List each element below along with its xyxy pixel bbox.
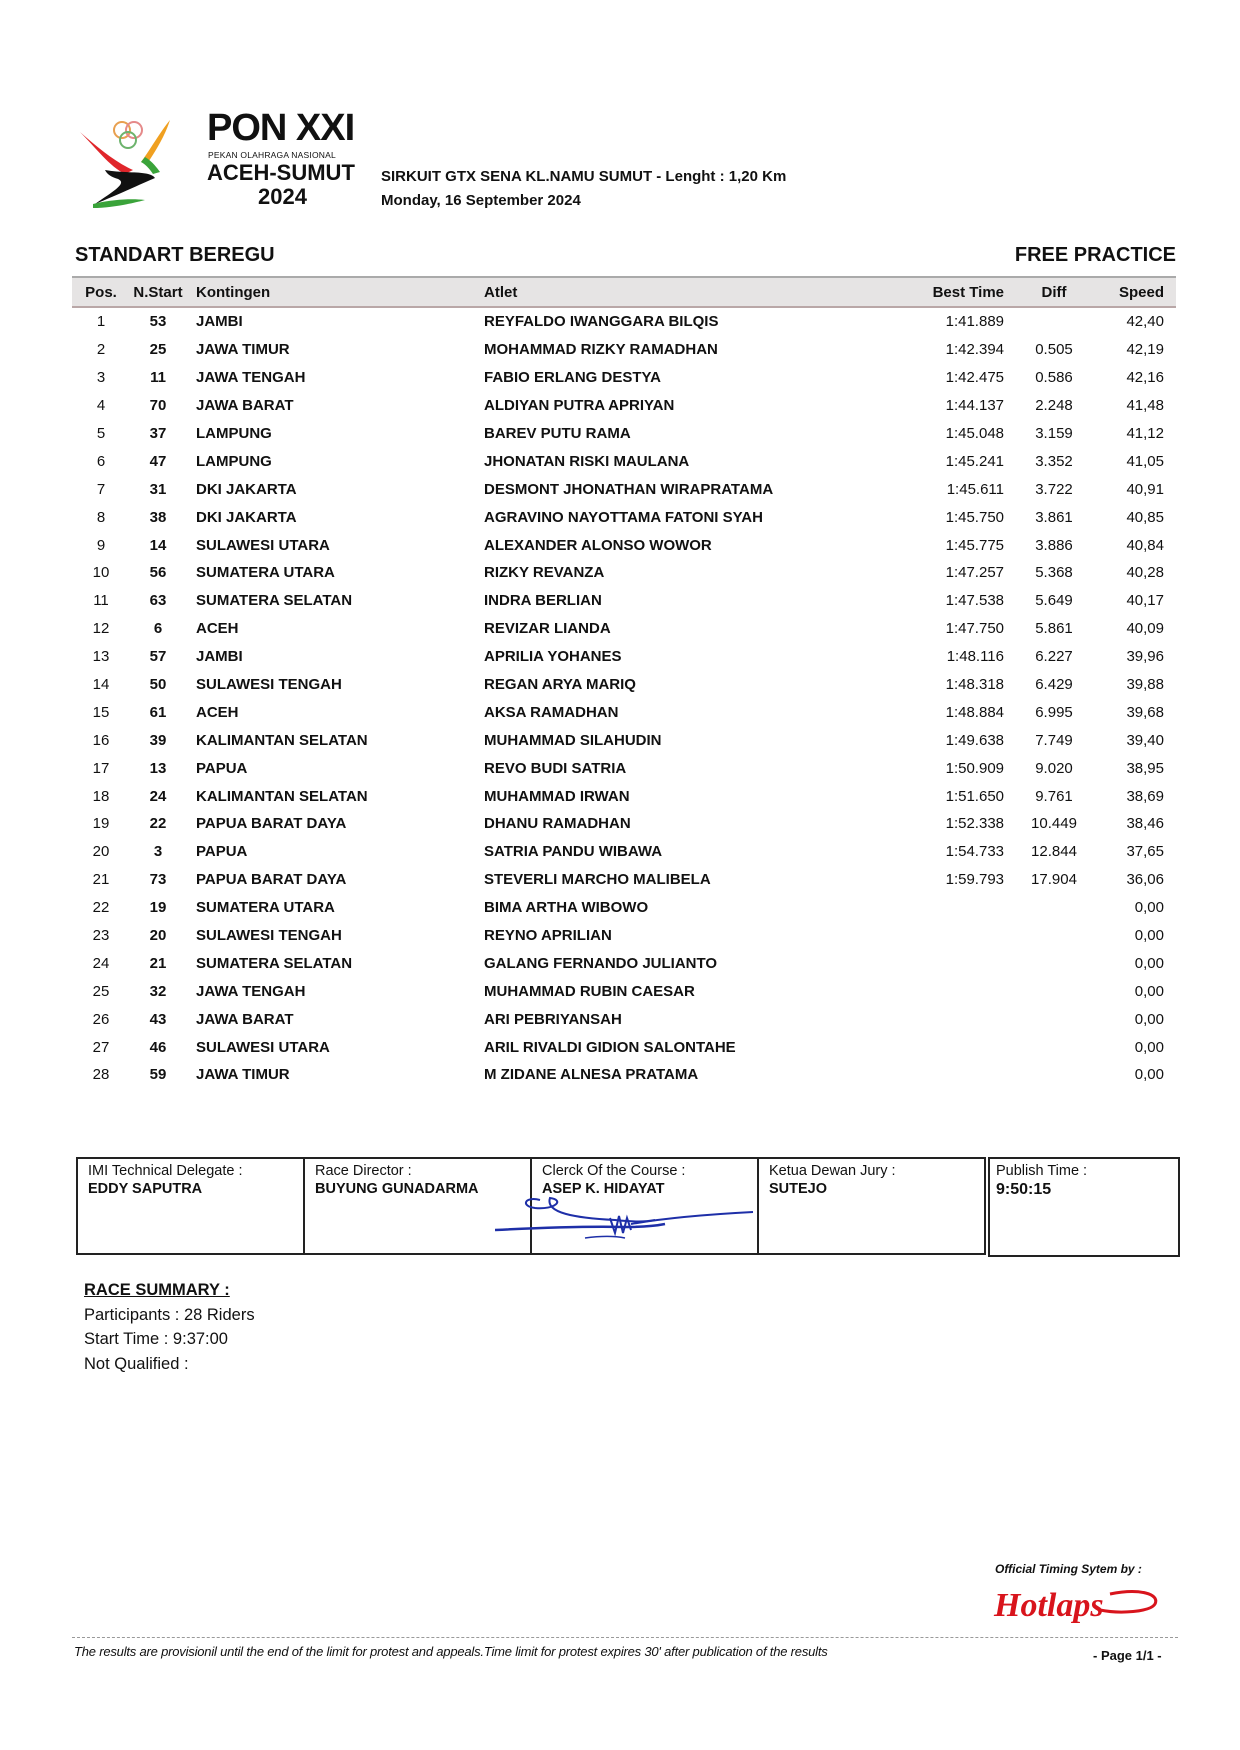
cell-diff: 5.368	[1035, 564, 1073, 582]
cell-best	[904, 977, 1004, 1005]
cell-atlet: MUHAMMAD SILAHUDIN	[484, 731, 662, 749]
cell-diff: 17.904	[1031, 871, 1077, 889]
table-row	[72, 1033, 1176, 1061]
cell-atlet: SATRIA PANDU WIBAWA	[484, 843, 663, 861]
cell-pos: 17	[92, 759, 110, 777]
col-speed: Speed	[1118, 283, 1164, 301]
cell-nstart: 63	[149, 592, 167, 610]
race-summary-title: RACE SUMMARY :	[84, 1281, 230, 1299]
cell-atlet: DHANU RAMADHAN	[484, 815, 631, 833]
cell-best	[904, 894, 1004, 922]
cell-pos: 19	[92, 815, 110, 833]
cell-pos: 21	[92, 871, 110, 889]
cell-kontingen: JAWA TENGAH	[196, 369, 306, 387]
table-row	[72, 782, 1176, 810]
cell-pos: 18	[92, 787, 110, 805]
cell-diff	[1004, 1061, 1104, 1089]
cell-kontingen: JAWA TIMUR	[196, 1066, 290, 1084]
event-year: 2024	[258, 184, 307, 209]
cell-atlet: REVO BUDI SATRIA	[484, 759, 627, 777]
official-label: Race Director :	[315, 1163, 412, 1179]
cell-best: 1:49.638	[945, 731, 1004, 749]
cell-speed: 41,12	[1126, 425, 1164, 442]
cell-diff: 0.586	[1035, 369, 1073, 387]
table-row	[72, 949, 1176, 977]
table-row	[72, 977, 1176, 1005]
cell-kontingen: ACEH	[196, 703, 239, 721]
cell-atlet: GALANG FERNANDO JULIANTO	[484, 954, 718, 972]
cell-diff: 6.227	[1035, 648, 1073, 666]
table-row	[72, 364, 1176, 392]
disclaimer-text: The results are provisionil until the end of the limit for protest and appeals.Time limit for protest expires 30' after publication of the results	[74, 1644, 828, 1659]
cell-diff: 7.749	[1035, 731, 1073, 749]
cell-best: 1:45.048	[945, 425, 1004, 442]
cell-diff	[1004, 922, 1104, 950]
publish-time-value: 9:50:15	[996, 1181, 1052, 1198]
cell-diff	[1004, 894, 1104, 922]
cell-nstart: 32	[149, 982, 167, 1000]
col-pos: Pos.	[85, 283, 117, 301]
cell-speed: 0,00	[1134, 899, 1164, 917]
cell-speed: 41,48	[1126, 397, 1164, 415]
cell-diff	[1004, 949, 1104, 977]
cell-best: 1:48.318	[945, 676, 1004, 694]
cell-nstart: 19	[149, 899, 167, 917]
cell-speed: 37,65	[1126, 843, 1164, 861]
cell-nstart: 24	[149, 787, 167, 805]
cell-speed: 36,06	[1126, 871, 1164, 889]
cell-best	[904, 949, 1004, 977]
cell-atlet: AGRAVINO NAYOTTAMA FATONI SYAH	[484, 508, 763, 526]
publish-time-label: Publish Time :	[996, 1163, 1088, 1179]
cell-nstart: 61	[149, 703, 167, 721]
cell-kontingen: PAPUA BARAT DAYA	[196, 871, 347, 889]
cell-speed: 40,84	[1126, 536, 1164, 554]
cell-kontingen: JAMBI	[196, 313, 243, 331]
official-technical-delegate	[76, 1157, 305, 1255]
cell-diff: 6.995	[1035, 703, 1073, 721]
cell-atlet: ALEXANDER ALONSO WOWOR	[484, 536, 712, 554]
official-label: IMI Technical Delegate :	[88, 1163, 243, 1179]
cell-pos: 26	[92, 1010, 110, 1028]
cell-kontingen: PAPUA BARAT DAYA	[196, 815, 347, 833]
col-atlet: Atlet	[484, 283, 518, 301]
signature-icon	[495, 1178, 755, 1248]
cell-nstart: 13	[149, 759, 167, 777]
cell-kontingen: PAPUA	[196, 843, 248, 861]
cell-diff: 10.449	[1031, 815, 1077, 833]
cell-diff: 9.020	[1035, 759, 1073, 777]
cell-atlet: MOHAMMAD RIZKY RAMADHAN	[484, 341, 718, 359]
hotlaps-logo-icon	[990, 1580, 1170, 1630]
cell-nstart: 70	[149, 397, 167, 415]
cell-diff	[1004, 307, 1104, 336]
cell-atlet: MUHAMMAD IRWAN	[484, 787, 630, 805]
participants: Participants : 28 Riders	[84, 1305, 255, 1324]
cell-diff: 6.429	[1035, 676, 1073, 694]
cell-best	[904, 922, 1004, 950]
cell-best: 1:45.611	[946, 480, 1004, 498]
table-row	[72, 838, 1176, 866]
col-kontingen: Kontingen	[196, 283, 271, 301]
cell-pos: 12	[92, 620, 110, 638]
cell-nstart: 57	[149, 648, 167, 666]
cell-diff	[1004, 1005, 1104, 1033]
category-title: STANDART BEREGU	[75, 244, 275, 266]
table-row	[72, 475, 1176, 503]
cell-best: 1:45.775	[945, 536, 1004, 554]
cell-atlet: JHONATAN RISKI MAULANA	[484, 452, 690, 470]
cell-best: 1:47.257	[945, 564, 1004, 582]
table-row	[72, 810, 1176, 838]
cell-diff: 2.248	[1035, 397, 1073, 415]
session-title: FREE PRACTICE	[1014, 244, 1176, 266]
table-row	[72, 754, 1176, 782]
cell-speed: 0,00	[1134, 982, 1164, 1000]
official-name: BUYUNG GUNADARMA	[315, 1181, 479, 1197]
cell-speed: 40,85	[1126, 508, 1164, 526]
event-subtitle: PEKAN OLAHRAGA NASIONAL	[208, 150, 336, 160]
cell-nstart: 59	[149, 1066, 167, 1084]
official-label: Ketua Dewan Jury :	[769, 1163, 896, 1179]
cell-best: 1:42.394	[945, 341, 1004, 359]
timing-by-label: Official Timing Sytem by :	[995, 1562, 1142, 1576]
cell-speed: 42,40	[1126, 313, 1164, 331]
cell-pos: 16	[92, 731, 110, 749]
table-row	[72, 307, 1176, 336]
cell-best: 1:44.137	[945, 397, 1004, 415]
cell-kontingen: SUMATERA SELATAN	[196, 954, 353, 972]
cell-nstart: 46	[149, 1038, 167, 1056]
event-title: PON XXI	[207, 107, 355, 149]
cell-best: 1:41.889	[945, 313, 1004, 331]
cell-nstart: 14	[149, 536, 167, 554]
cell-pos: 25	[92, 982, 110, 1000]
cell-atlet: AKSA RAMADHAN	[484, 703, 619, 721]
cell-pos: 11	[93, 592, 109, 610]
cell-nstart: 6	[153, 620, 163, 638]
cell-diff	[1004, 1033, 1104, 1061]
cell-speed: 38,46	[1126, 815, 1164, 833]
footer-divider	[72, 1637, 1178, 1638]
cell-diff: 5.649	[1035, 592, 1073, 610]
cell-pos: 20	[92, 843, 110, 861]
cell-kontingen: KALIMANTAN SELATAN	[196, 787, 368, 805]
cell-best: 1:51.650	[945, 787, 1004, 805]
cell-nstart: 38	[149, 508, 167, 526]
cell-atlet: STEVERLI MARCHO MALIBELA	[484, 871, 711, 889]
cell-kontingen: KALIMANTAN SELATAN	[196, 731, 368, 749]
cell-speed: 40,28	[1126, 564, 1164, 582]
cell-pos: 7	[96, 480, 106, 498]
event-place: ACEH-SUMUT	[207, 160, 355, 185]
table-row	[72, 894, 1176, 922]
col-diff: Diff	[1041, 283, 1067, 301]
cell-speed: 40,09	[1126, 620, 1164, 638]
cell-diff: 3.886	[1035, 536, 1073, 554]
cell-atlet: ARI PEBRIYANSAH	[484, 1010, 622, 1028]
cell-pos: 6	[96, 452, 106, 470]
cell-best: 1:45.241	[945, 452, 1004, 470]
race-summary	[84, 1278, 255, 1376]
cell-kontingen: LAMPUNG	[196, 425, 272, 442]
cell-nstart: 47	[149, 452, 167, 470]
col-best-time: Best Time	[932, 283, 1004, 301]
cell-speed: 38,69	[1126, 787, 1164, 805]
cell-kontingen: SUMATERA UTARA	[196, 899, 335, 917]
table-row	[72, 503, 1176, 531]
cell-atlet: M ZIDANE ALNESA PRATAMA	[484, 1066, 699, 1084]
table-row	[72, 336, 1176, 364]
cell-speed: 39,88	[1126, 676, 1164, 694]
pon-xxi-logo-icon	[75, 112, 185, 212]
table-row	[72, 392, 1176, 420]
cell-diff: 3.159	[1035, 425, 1073, 442]
publish-time-box	[988, 1157, 1180, 1257]
cell-best	[904, 1033, 1004, 1061]
cell-pos: 15	[92, 703, 110, 721]
cell-nstart: 53	[149, 313, 167, 331]
cell-speed: 39,40	[1126, 731, 1164, 749]
cell-pos: 10	[92, 564, 110, 582]
table-row	[72, 1005, 1176, 1033]
table-row	[72, 726, 1176, 754]
cell-atlet: RIZKY REVANZA	[484, 564, 605, 582]
cell-nstart: 37	[149, 425, 167, 442]
cell-atlet: REYFALDO IWANGGARA BILQIS	[484, 313, 719, 331]
cell-speed: 0,00	[1134, 927, 1164, 945]
table-row	[72, 420, 1176, 448]
cell-pos: 2	[96, 341, 106, 359]
cell-diff: 3.722	[1035, 480, 1073, 498]
event-date: Monday, 16 September 2024	[381, 192, 581, 209]
cell-pos: 1	[96, 313, 106, 331]
cell-kontingen: LAMPUNG	[196, 452, 272, 470]
cell-nstart: 31	[149, 480, 167, 498]
cell-nstart: 21	[149, 954, 167, 972]
cell-pos: 28	[92, 1066, 110, 1084]
cell-speed: 40,91	[1126, 480, 1164, 498]
cell-speed: 39,68	[1126, 703, 1164, 721]
cell-kontingen: JAWA TENGAH	[196, 982, 306, 1000]
cell-best	[904, 1005, 1004, 1033]
cell-atlet: APRILIA YOHANES	[484, 648, 622, 666]
cell-speed: 0,00	[1134, 1038, 1164, 1056]
cell-best: 1:45.750	[945, 508, 1004, 526]
cell-nstart: 39	[149, 731, 167, 749]
cell-pos: 3	[96, 369, 106, 387]
cell-diff: 0.505	[1035, 341, 1073, 359]
cell-pos: 22	[92, 899, 110, 917]
cell-atlet: INDRA BERLIAN	[484, 592, 602, 610]
cell-kontingen: JAWA BARAT	[196, 1010, 294, 1028]
cell-best: 1:59.793	[945, 871, 1004, 889]
cell-diff: 5.861	[1035, 620, 1073, 638]
cell-speed: 0,00	[1134, 1010, 1164, 1028]
cell-kontingen: SUMATERA UTARA	[196, 564, 335, 582]
table-row	[72, 643, 1176, 671]
table-row	[72, 1061, 1176, 1089]
cell-kontingen: DKI JAKARTA	[196, 480, 297, 498]
cell-kontingen: JAWA TIMUR	[196, 341, 290, 359]
cell-best: 1:48.116	[946, 648, 1004, 666]
cell-best	[904, 1061, 1004, 1089]
cell-best: 1:47.538	[945, 592, 1004, 610]
cell-pos: 27	[92, 1038, 110, 1056]
cell-speed: 41,05	[1126, 452, 1164, 470]
cell-nstart: 43	[149, 1010, 167, 1028]
cell-kontingen: SULAWESI TENGAH	[196, 676, 342, 694]
cell-atlet: MUHAMMAD RUBIN CAESAR	[484, 982, 695, 1000]
table-row	[72, 447, 1176, 475]
cell-diff: 3.861	[1035, 508, 1073, 526]
cell-kontingen: SUMATERA SELATAN	[196, 592, 353, 610]
cell-atlet: REGAN ARYA MARIQ	[484, 676, 636, 694]
cell-atlet: BAREV PUTU RAMA	[484, 425, 631, 442]
cell-kontingen: JAMBI	[196, 648, 243, 666]
cell-diff: 9.761	[1035, 787, 1073, 805]
official-label: Clerck Of the Course :	[542, 1163, 686, 1179]
official-name: ASEP K. HIDAYAT	[542, 1181, 665, 1197]
cell-atlet: ALDIYAN PUTRA APRIYAN	[484, 397, 675, 415]
circuit-info: SIRKUIT GTX SENA KL.NAMU SUMUT - Lenght : 1,20 Km	[381, 168, 787, 185]
cell-pos: 24	[92, 954, 110, 972]
hotlaps-wordmark: Hotlaps	[994, 1587, 1104, 1624]
table-row	[72, 559, 1176, 587]
cell-best: 1:54.733	[945, 843, 1004, 861]
cell-kontingen: DKI JAKARTA	[196, 508, 297, 526]
cell-pos: 4	[96, 397, 106, 415]
cell-speed: 40,17	[1126, 592, 1164, 610]
cell-pos: 13	[92, 648, 110, 666]
cell-kontingen: JAWA BARAT	[196, 397, 294, 415]
cell-kontingen: SULAWESI UTARA	[196, 1038, 330, 1056]
cell-kontingen: SULAWESI TENGAH	[196, 927, 342, 945]
cell-speed: 38,95	[1126, 759, 1164, 777]
table-row	[72, 866, 1176, 894]
cell-atlet: ARIL RIVALDI GIDION SALONTAHE	[484, 1038, 736, 1056]
cell-kontingen: SULAWESI UTARA	[196, 536, 330, 554]
cell-speed: 0,00	[1134, 1066, 1164, 1084]
cell-kontingen: ACEH	[196, 620, 239, 638]
cell-nstart: 73	[149, 871, 167, 889]
table-row	[72, 531, 1176, 559]
cell-speed: 39,96	[1126, 648, 1164, 666]
cell-best: 1:47.750	[945, 620, 1004, 638]
cell-diff: 3.352	[1035, 452, 1073, 470]
table-row	[72, 698, 1176, 726]
cell-nstart: 3	[153, 843, 163, 861]
cell-diff	[1004, 977, 1104, 1005]
cell-best: 1:48.884	[945, 703, 1004, 721]
cell-speed: 42,19	[1126, 341, 1164, 359]
cell-pos: 23	[92, 927, 110, 945]
cell-nstart: 50	[149, 676, 167, 694]
table-row	[72, 587, 1176, 615]
cell-pos: 9	[96, 536, 106, 554]
cell-best: 1:42.475	[945, 369, 1004, 387]
cell-nstart: 22	[149, 815, 167, 833]
table-row	[72, 671, 1176, 699]
cell-diff: 12.844	[1031, 843, 1077, 861]
official-name: SUTEJO	[769, 1181, 828, 1197]
cell-nstart: 11	[150, 369, 166, 387]
results-table	[72, 276, 1176, 1089]
cell-best: 1:52.338	[945, 815, 1004, 833]
official-name: EDDY SAPUTRA	[88, 1181, 203, 1197]
cell-nstart: 25	[149, 341, 167, 359]
cell-atlet: REVIZAR LIANDA	[484, 620, 611, 638]
table-row	[72, 615, 1176, 643]
cell-atlet: DESMONT JHONATHAN WIRAPRATAMA	[484, 480, 774, 498]
cell-kontingen: PAPUA	[196, 759, 248, 777]
cell-nstart: 20	[149, 927, 167, 945]
cell-atlet: FABIO ERLANG DESTYA	[484, 369, 661, 387]
cell-nstart: 56	[149, 564, 167, 582]
start-time: Start Time : 9:37:00	[84, 1330, 228, 1348]
cell-best: 1:50.909	[945, 759, 1004, 777]
not-qualified: Not Qualified :	[84, 1354, 189, 1373]
table-header-row	[72, 277, 1176, 307]
cell-pos: 5	[96, 425, 106, 442]
cell-pos: 14	[92, 676, 110, 694]
cell-atlet: BIMA ARTHA WIBOWO	[484, 899, 649, 917]
cell-atlet: REYNO APRILIAN	[484, 927, 612, 945]
page-number: - Page 1/1 -	[1093, 1648, 1162, 1663]
cell-pos: 8	[96, 508, 106, 526]
official-jury-chair	[759, 1157, 986, 1255]
col-nstart: N.Start	[133, 283, 183, 301]
table-row	[72, 922, 1176, 950]
cell-speed: 42,16	[1126, 369, 1164, 387]
cell-speed: 0,00	[1134, 954, 1164, 972]
